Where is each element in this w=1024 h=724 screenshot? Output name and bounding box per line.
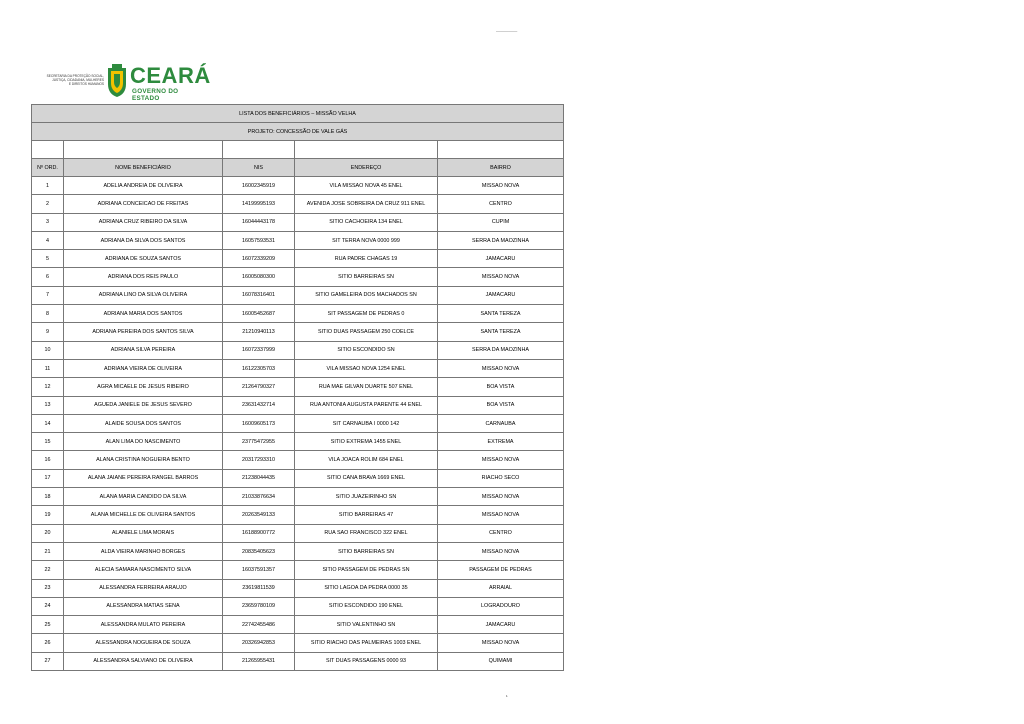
cell-nis: 21033876634 [223,488,295,506]
cell-address: RUA PADRE CHAGAS 19 [295,250,438,268]
cell-address: SIT DUAS PASSAGENS 0000 93 [295,652,438,670]
table-row [32,305,564,323]
cell-district: CENTRO [438,195,564,213]
cell-district: BOA VISTA [438,396,564,414]
cell-ord: 2 [32,195,64,213]
cell-nis: 21265955431 [223,652,295,670]
cell-ord: 24 [32,597,64,615]
cell-nis: 16005080300 [223,268,295,286]
cell-ord: 17 [32,469,64,487]
blank-cell [64,141,223,159]
cell-nis: 20326942853 [223,634,295,652]
cell-ord: 15 [32,433,64,451]
cell-ord: 16 [32,451,64,469]
table-row [32,231,564,249]
cell-district: MISSAO NOVA [438,451,564,469]
cell-name: ADRIANA CRUZ RIBEIRO DA SILVA [64,213,223,231]
table-row [32,396,564,414]
cell-address: SITIO BARREIRAS SN [295,542,438,560]
cell-district: EXTREMA [438,433,564,451]
cell-district: MISSAO NOVA [438,506,564,524]
cell-ord: 25 [32,616,64,634]
cell-address: VILA MISSAO NOVA 45 ENEL [295,177,438,195]
table-row [32,414,564,432]
table-row [32,195,564,213]
cell-address: SITIO LAGOA DA PEDRA 0000 35 [295,579,438,597]
cell-district: BOA VISTA [438,378,564,396]
cell-nis: 16188900772 [223,524,295,542]
cell-district: SERRA DA MAOZINHA [438,341,564,359]
col-header-name: NOME BENEFICIÁRIO [64,159,223,177]
cell-name: ALECIA SAMARA NASCIMENTO SILVA [64,561,223,579]
cell-district: CUPIM [438,213,564,231]
col-header-address: ENDEREÇO [295,159,438,177]
cell-name: ADRIANA DA SILVA DOS SANTOS [64,231,223,249]
table-row [32,469,564,487]
list-title: LISTA DOS BENEFICIÁRIOS – MISSÃO VELHA [32,105,564,123]
cell-name: ALESSANDRA FERREIRA ARAUJO [64,579,223,597]
cell-ord: 1 [32,177,64,195]
table-row [32,451,564,469]
cell-name: ADRIANA LINO DA SILVA OLIVEIRA [64,286,223,304]
secretariat-line-3: E DIREITOS HUMANOS [68,82,104,87]
table-row [32,597,564,615]
cell-ord: 13 [32,396,64,414]
cell-district: CENTRO [438,524,564,542]
cell-nis: 14199995193 [223,195,295,213]
cell-name: ALESSANDRA SALVIANO DE OLIVEIRA [64,652,223,670]
cell-name: ADRIANA VIEIRA DE OLIVEIRA [64,359,223,377]
cell-nis: 16072337999 [223,341,295,359]
project-title: PROJETO: CONCESSÃO DE VALE GÁS [32,123,564,141]
table-row [32,524,564,542]
cell-nis: 16072339209 [223,250,295,268]
cell-nis: 21238044435 [223,469,295,487]
cell-district: ARRAIAL [438,579,564,597]
blank-cell [438,141,564,159]
cell-ord: 12 [32,378,64,396]
cell-address: SITIO PASSAGEM DE PEDRAS SN [295,561,438,579]
cell-address: VILA MISSAO NOVA 1254 ENEL [295,359,438,377]
cell-ord: 6 [32,268,64,286]
cell-nis: 16037591357 [223,561,295,579]
cell-address: SITIO CANA BRAVA 1669 ENEL [295,469,438,487]
cell-name: ADELIA ANDREIA DE OLIVEIRA [64,177,223,195]
cell-ord: 19 [32,506,64,524]
cell-address: SITIO BARREIRAS SN [295,268,438,286]
cell-district: MISSAO NOVA [438,359,564,377]
cell-nis: 23775472955 [223,433,295,451]
cell-address: SIT PASSAGEM DE PEDRAS 0 [295,305,438,323]
table-row [32,323,564,341]
cell-nis: 16078316401 [223,286,295,304]
table-row [32,341,564,359]
cell-district: MISSAO NOVA [438,634,564,652]
cell-address: VILA JOACA ROLIM 684 ENEL [295,451,438,469]
cell-district: PASSAGEM DE PEDRAS [438,561,564,579]
cell-nis: 16122305703 [223,359,295,377]
cell-address: AVENIDA JOSE SOBREIRA DA CRUZ 911 ENEL [295,195,438,213]
cell-district: MISSAO NOVA [438,177,564,195]
blank-cell [295,141,438,159]
cell-ord: 27 [32,652,64,670]
cell-nis: 16002345919 [223,177,295,195]
cell-name: ALDA VIEIRA MARINHO BORGES [64,542,223,560]
table-row [32,542,564,560]
cell-district: SANTA TEREZA [438,305,564,323]
table-row [32,433,564,451]
cell-address: SIT TERRA NOVA 0000 999 [295,231,438,249]
logo-wordmark: CEARÁ [130,63,211,88]
cell-name: ALANIELE LIMA MORAIS [64,524,223,542]
cell-address: SITIO JUAZEIRINHO SN [295,488,438,506]
cell-ord: 10 [32,341,64,359]
cell-district: MISSAO NOVA [438,488,564,506]
cell-nis: 23659780109 [223,597,295,615]
cell-ord: 22 [32,561,64,579]
cell-address: SITIO CACHOEIRA 134 ENEL [295,213,438,231]
col-header-district: BAIRRO [438,159,564,177]
cell-nis: 16057593531 [223,231,295,249]
cell-name: ADRIANA MARIA DOS SANTOS [64,305,223,323]
cell-name: ALANA MARIA CANDIDO DA SILVA [64,488,223,506]
cell-name: ALANA MICHELLE DE OLIVEIRA SANTOS [64,506,223,524]
cell-district: JAMACARU [438,286,564,304]
cell-ord: 18 [32,488,64,506]
cell-name: ALANA JAIANE PEREIRA RANGEL BARROS [64,469,223,487]
secretariat-line-1: SECRETARIA DA PROTEÇÃO SOCIAL, [46,74,104,78]
cell-name: ALANA CRISTINA NOGUEIRA BENTO [64,451,223,469]
cell-nis: 21264790327 [223,378,295,396]
cell-nis: 16005452687 [223,305,295,323]
cell-ord: 21 [32,542,64,560]
cell-address: SIT CARNAUBA I 0000 142 [295,414,438,432]
cell-ord: 14 [32,414,64,432]
cell-ord: 20 [32,524,64,542]
table-row [32,177,564,195]
header-mark: ────────── [496,29,518,33]
blank-row [32,141,564,159]
table-row [32,561,564,579]
cell-address: SITIO VALENTINHO SN [295,616,438,634]
cell-ord: 4 [32,231,64,249]
cell-address: RUA SAO FRANCISCO 322 ENEL [295,524,438,542]
table-row [32,250,564,268]
cell-district: RIACHO SECO [438,469,564,487]
cell-district: MISSAO NOVA [438,268,564,286]
table-row [32,268,564,286]
col-header-nis: NIS [223,159,295,177]
cell-address: SITIO ESCONDIDO SN [295,341,438,359]
cell-nis: 21210940113 [223,323,295,341]
cell-address: SITIO GAMELEIRA DOS MACHADOS SN [295,286,438,304]
secretariat-line-2: JUSTIÇA, CIDADANIA, MULHERES [52,78,104,83]
cell-nis: 22742455486 [223,616,295,634]
state-coat-of-arms-icon [106,64,128,98]
secretariat-name [44,74,104,87]
cell-ord: 9 [32,323,64,341]
cell-name: ALAIDE SOUSA DOS SANTOS [64,414,223,432]
cell-address: RUA MAE GILVAN DUARTE 507 ENEL [295,378,438,396]
cell-district: SANTA TEREZA [438,323,564,341]
cell-name: ADRIANA CONCEICAO DE FREITAS [64,195,223,213]
cell-address: SITIO EXTREMA 1455 ENEL [295,433,438,451]
beneficiaries-table [31,104,564,671]
cell-district: SERRA DA MAOZINHA [438,231,564,249]
cell-ord: 26 [32,634,64,652]
table-body [32,177,564,671]
cell-ord: 3 [32,213,64,231]
table-row [32,378,564,396]
table-row [32,579,564,597]
cell-name: AGUEDA JANIELE DE JESUS SEVERO [64,396,223,414]
cell-ord: 5 [32,250,64,268]
cell-address: SITIO RIACHO DAS PALMEIRAS 1003 ENEL [295,634,438,652]
cell-nis: 23619811539 [223,579,295,597]
col-header-ord: Nº ORD. [32,159,64,177]
page-number: 1 [506,694,508,698]
cell-nis: 20317293310 [223,451,295,469]
cell-nis: 23631432714 [223,396,295,414]
table-row [32,634,564,652]
table-row [32,506,564,524]
cell-address: SITIO BARREIRAS 47 [295,506,438,524]
cell-name: ALESSANDRA NOGUEIRA DE SOUZA [64,634,223,652]
table-row [32,652,564,670]
cell-name: AGRA MICAELE DE JESUS RIBEIRO [64,378,223,396]
cell-name: ALAN LIMA DO NASCIMENTO [64,433,223,451]
blank-cell [223,141,295,159]
cell-name: ADRIANA DE SOUZA SANTOS [64,250,223,268]
logo-subtitle: GOVERNO DO ESTADO [132,88,179,102]
cell-nis: 16044443178 [223,213,295,231]
cell-name: ADRIANA SILVA PEREIRA [64,341,223,359]
cell-district: MISSAO NOVA [438,542,564,560]
government-logo [44,62,211,102]
cell-district: JAMACARU [438,616,564,634]
table-row [32,286,564,304]
table-row [32,488,564,506]
blank-cell [32,141,64,159]
cell-address: RUA ANTONIA AUGUSTA PARENTE 44 ENEL [295,396,438,414]
table-row [32,616,564,634]
cell-nis: 16009605173 [223,414,295,432]
cell-district: QUIMAMI [438,652,564,670]
cell-district: LOGRADOURO [438,597,564,615]
cell-ord: 7 [32,286,64,304]
cell-name: ADRIANA PEREIRA DOS SANTOS SILVA [64,323,223,341]
cell-address: SITIO ESCONDIDO 190 ENEL [295,597,438,615]
cell-district: CARNAUBA [438,414,564,432]
cell-ord: 23 [32,579,64,597]
cell-ord: 11 [32,359,64,377]
table-row [32,213,564,231]
cell-name: ALESSANDRA MATIAS SENA [64,597,223,615]
table-row [32,359,564,377]
cell-name: ALESSANDRA MULATO PEREIRA [64,616,223,634]
cell-name: ADRIANA DOS REIS PAULO [64,268,223,286]
cell-ord: 8 [32,305,64,323]
cell-address: SITIO DUAS PASSAGEM 250 COELCE [295,323,438,341]
cell-nis: 20263549133 [223,506,295,524]
cell-nis: 20835405623 [223,542,295,560]
cell-district: JAMACARU [438,250,564,268]
